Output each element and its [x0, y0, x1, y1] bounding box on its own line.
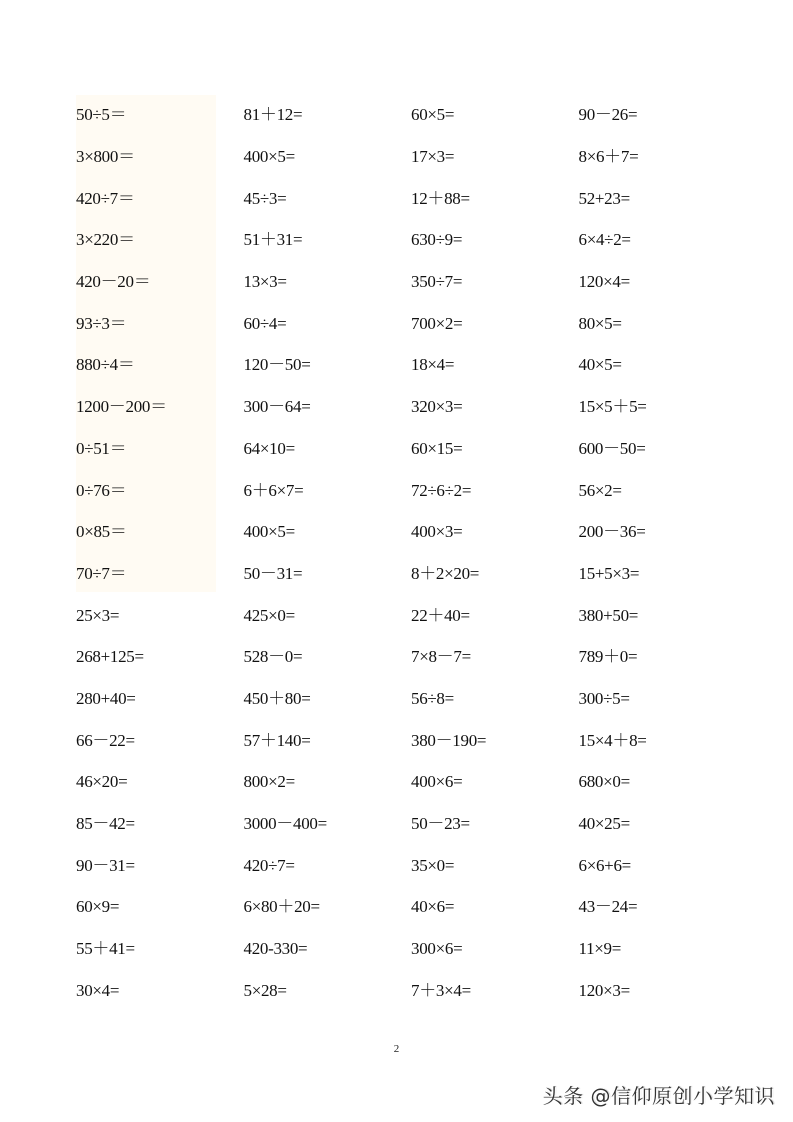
math-problem: 300－64= [243, 397, 311, 417]
math-problem: 7＋3×4= [411, 980, 471, 1000]
math-problem: 66－22= [76, 730, 135, 750]
math-problem: 300×6= [411, 939, 463, 959]
math-problem: 45÷3= [243, 188, 287, 208]
math-problem: 320×3= [411, 397, 463, 417]
math-problem: 52+23= [578, 188, 630, 208]
math-problem: 450＋80= [243, 688, 311, 708]
problem-row [76, 386, 756, 428]
math-problem: 93÷3＝ [76, 313, 127, 333]
math-problem: 400×3= [411, 522, 463, 542]
math-problem: 268+125= [76, 647, 144, 667]
math-problem: 528－0= [243, 647, 303, 667]
math-problem: 280+40= [76, 688, 136, 708]
math-problem: 420÷7＝ [76, 188, 135, 208]
math-problem: 72÷6÷2= [411, 480, 472, 500]
math-problem: 3×220＝ [76, 230, 135, 250]
math-problem: 420÷7= [243, 855, 295, 875]
math-problem: 680×0= [578, 772, 630, 792]
math-problem: 8×6＋7= [578, 147, 639, 167]
math-problem: 12＋88= [411, 188, 470, 208]
math-problem: 3000－400= [243, 814, 327, 834]
problem-row [76, 428, 756, 470]
math-problem: 600－50= [578, 438, 646, 458]
math-problem: 60×15= [411, 438, 463, 458]
math-problem: 1200－200＝ [76, 397, 167, 417]
math-problem: 11×9= [578, 939, 622, 959]
math-problem: 64×10= [243, 438, 295, 458]
math-problem: 120×4= [578, 272, 630, 292]
math-problem: 6×80＋20= [243, 897, 320, 917]
math-problem: 425×0= [243, 605, 295, 625]
math-problem: 18×4= [411, 355, 455, 375]
problem-row [76, 261, 756, 303]
math-problem: 7×8－7= [411, 647, 471, 667]
math-problem: 81＋12= [243, 105, 303, 125]
math-problem: 800×2= [243, 772, 295, 792]
math-problem: 400×5= [243, 147, 295, 167]
math-problem: 120×3= [578, 980, 630, 1000]
math-problem: 420-330= [243, 939, 308, 959]
math-problem: 380－190= [411, 730, 487, 750]
problem-row [76, 636, 756, 678]
math-problem: 0×85＝ [76, 522, 127, 542]
math-problem: 350÷7= [411, 272, 463, 292]
problem-row [76, 803, 756, 845]
math-problem: 50－23= [411, 814, 470, 834]
math-problem: 700×2= [411, 313, 463, 333]
math-problem: 60÷4= [243, 313, 287, 333]
math-problem: 13×3= [243, 272, 287, 292]
math-problem: 8＋2×20= [411, 563, 480, 583]
math-problem: 6＋6×7= [243, 480, 304, 500]
math-problem: 90－26= [578, 105, 638, 125]
math-problem: 380+50= [578, 605, 639, 625]
math-problem: 46×20= [76, 772, 128, 792]
math-problem: 35×0= [411, 855, 455, 875]
math-problem: 400×6= [411, 772, 463, 792]
math-problem: 22＋40= [411, 605, 470, 625]
math-problem: 85－42= [76, 814, 135, 834]
math-problem: 6×4÷2= [578, 230, 631, 250]
problem-row [76, 969, 756, 1011]
math-problem: 6×6+6= [578, 855, 631, 875]
page-number: 2 [393, 1043, 400, 1055]
math-problem: 17×3= [411, 147, 455, 167]
math-problem: 55＋41= [76, 939, 135, 959]
watermark: 头条 @信仰原创小学知识 [542, 1084, 775, 1108]
math-problem: 57＋140= [243, 730, 311, 750]
math-problem: 630÷9= [411, 230, 463, 250]
math-problem: 5×28= [243, 980, 287, 1000]
math-problem: 789＋0= [578, 647, 638, 667]
math-problem: 56÷8= [411, 688, 454, 708]
problem-row [76, 94, 756, 136]
problem-row [76, 594, 756, 636]
math-problem: 43－24= [578, 897, 638, 917]
problem-row [76, 136, 756, 178]
math-problem: 0÷51＝ [76, 438, 127, 458]
problem-row [76, 844, 756, 886]
math-problem: 40×6= [411, 897, 455, 917]
math-problem: 120－50= [243, 355, 311, 375]
math-problem: 300÷5= [578, 688, 630, 708]
problem-row [76, 469, 756, 511]
math-problem: 60×9= [76, 897, 120, 917]
math-problem: 15×4＋8= [578, 730, 647, 750]
math-problem: 50÷5＝ [76, 105, 127, 125]
math-problem: 30×4= [76, 980, 120, 1000]
math-problem: 15+5×3= [578, 563, 640, 583]
problem-row [76, 219, 756, 261]
math-problem: 51＋31= [243, 230, 303, 250]
math-problem: 40×5= [578, 355, 622, 375]
math-problem: 70÷7＝ [76, 563, 127, 583]
math-problem: 90－31= [76, 855, 135, 875]
problem-row [76, 719, 756, 761]
problem-row [76, 344, 756, 386]
problem-row [76, 761, 756, 803]
problem-row [76, 553, 756, 595]
math-problem: 420－20＝ [76, 272, 151, 292]
math-problem: 400×5= [243, 522, 295, 542]
math-problem: 25×3= [76, 605, 120, 625]
math-problem: 880÷4＝ [76, 355, 135, 375]
math-problem: 200－36= [578, 522, 646, 542]
math-problem: 56×2= [578, 480, 622, 500]
problem-row [76, 511, 756, 553]
problem-row [76, 886, 756, 928]
math-problem: 80×5= [578, 313, 622, 333]
math-problem: 15×5＋5= [578, 397, 647, 417]
problem-row [76, 177, 756, 219]
problem-row [76, 928, 756, 970]
math-problem: 3×800＝ [76, 147, 135, 167]
math-problem: 60×5= [411, 105, 455, 125]
arithmetic-problem-grid [76, 94, 756, 1011]
math-problem: 50－31= [243, 563, 303, 583]
math-problem: 0÷76＝ [76, 480, 127, 500]
problem-row [76, 678, 756, 720]
problem-row [76, 302, 756, 344]
math-problem: 40×25= [578, 814, 630, 834]
